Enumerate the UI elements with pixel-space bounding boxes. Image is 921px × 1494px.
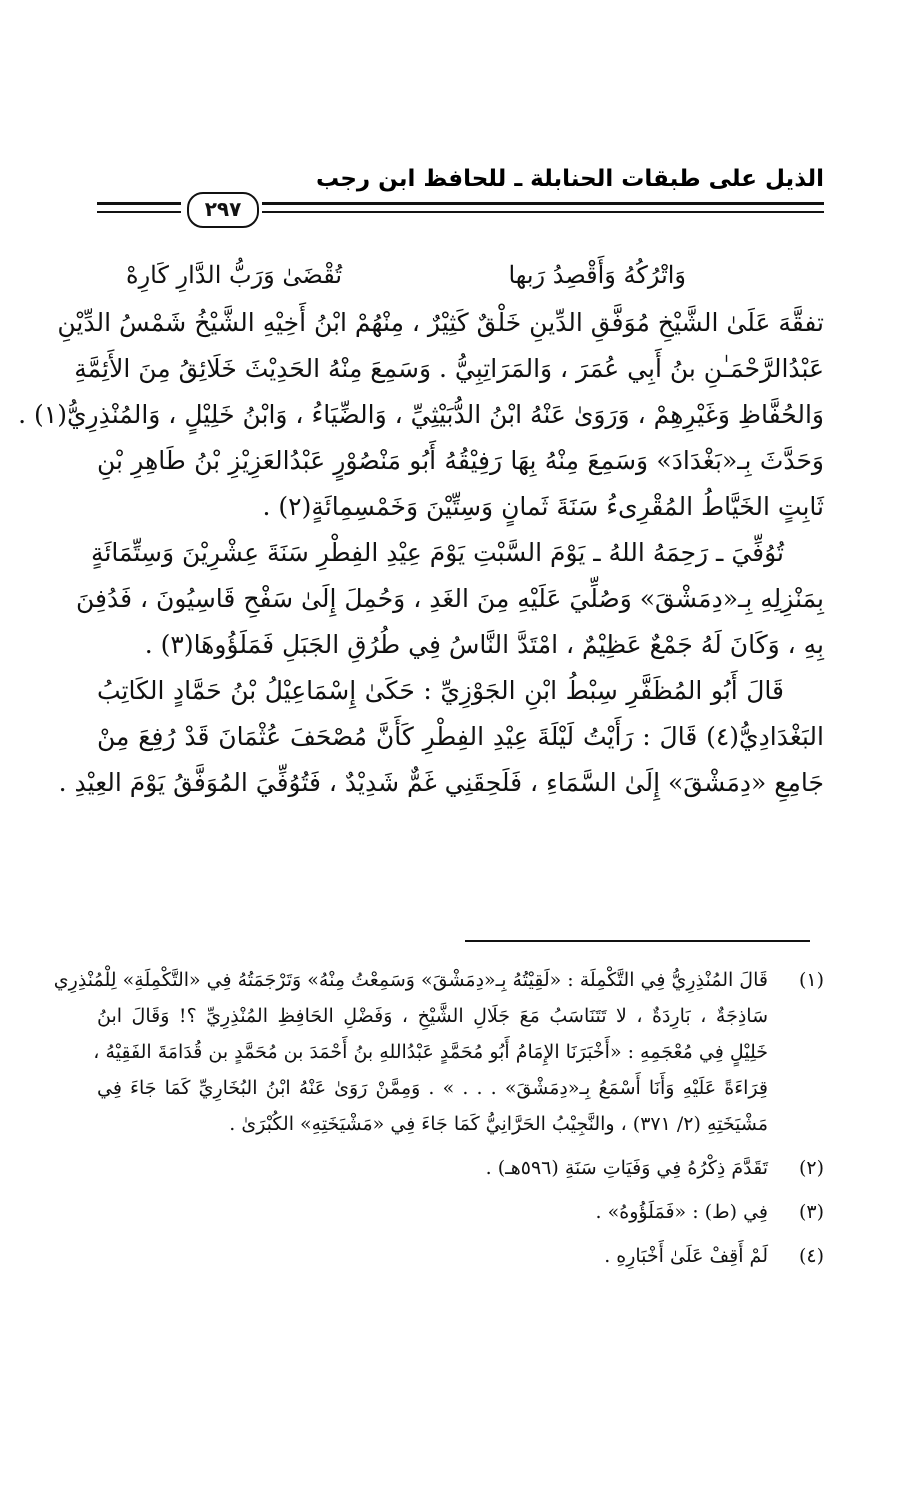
poetry-verse <box>126 252 686 298</box>
footnote-line: مَشْيَخَتِهِ (٢/ ٣٧١) ، والنَّجِيْبُ الحَرَّانِيُّ كَمَا جَاءَ فِي «مَشْيَخَتِهِ» الكُبْرَىٰ . <box>229 1113 768 1135</box>
text-line: وَحَدَّثَ بِـ«بَغْدَادَ» وَسَمِعَ مِنْهُ بِهَا رَفِيْقُهُ أَبُو مَنْصُوْرٍ عَبْدُالعَزِيْزِ بْنُ طَاهِرِ بْنِ <box>97 446 824 475</box>
text-line: وَالحُفَّاظِ وَغَيْرِهِمْ ، وَرَوَىٰ عَنْهُ ابْنُ الدُّبَيْثِيِّ ، وَالضِّيَاءُ ، وَابْنُ خَلِيْلٍ ، وَالمُنْذِرِيُّ(١) . <box>18 400 824 429</box>
footnote-number: (٢) <box>798 1157 824 1179</box>
footnote-line: قَالَ المُنْذِرِيُّ فِي التَّكْمِلَة : «لَقِيْتُهُ بِـ«دِمَشْقَ» وَسَمِعْتُ مِنْهُ» وَتَرْجَمَتُهُ فِي «التَّكْمِلَةِ» لِلْمُنْذِرِي <box>53 969 768 991</box>
header-rule-right-thin <box>262 211 824 213</box>
footnote-4 <box>97 1238 824 1274</box>
footnote-number: (٣) <box>798 1201 824 1223</box>
running-title: الذيل على طبقات الحنابلة ـ للحافظ ابن رجب <box>315 166 824 192</box>
footnote-line: فِي (ط) : «فَمَلَؤُوهُ» . <box>595 1201 768 1223</box>
text-line: ثَابِتٍ الخَيَّاطُ المُقْرِىءُ سَنَةَ ثَمانٍ وَسِتِّيْنَ وَخَمْسِمِائَةٍ(٢) . <box>262 492 824 521</box>
verse-second-hemistich: تُقْضَىٰ وَرَبُّ الدَّارِ كَارِهْ <box>126 261 343 289</box>
header-rule-left-thin <box>97 211 181 213</box>
footnote-line: سَاذِجَةٌ ، بَارِدَةٌ ، لا تَتَنَاسَبُ مَعَ جَلَالِ الشَّيْخِ ، وَفَضْلِ الحَافِظِ المُنْذِرِيِّ ؟! وَقَالَ ابنُ <box>97 1005 768 1027</box>
verse-first-hemistich: وَاتْرُكُهُ وَأَقْصِدُ رَبها <box>508 261 686 289</box>
footnote-line: تَقَدَّمَ ذِكْرُهُ فِي وَفَيَاتِ سَنَةِ (٥٩٦هـ) . <box>485 1157 768 1179</box>
footnote-1 <box>53 962 824 1142</box>
text-line: جَامِعِ «دِمَشْقَ» إِلَىٰ السَّمَاءِ ، فَلَحِقَنِي غَمٌّ شَدِيْدٌ ، فَتُوُفِّيَ المُوَفَّقُ يَوْمَ العِيْدِ . <box>58 768 824 797</box>
footnote-separator <box>465 940 810 942</box>
footnote-number: (٤) <box>798 1245 824 1267</box>
footnote-line: قِرَاءَةً عَلَيْهِ وَأَنَا أَسْمَعُ بِـ«دِمَشْقَ» . . . » . وَمِمَّنْ رَوَىٰ عَنْهُ ابْنُ البُخَارِيِّ كَمَا جَاءَ فِي <box>97 1077 768 1099</box>
text-line: عَبْدُالرَّحْمَـٰنِ بنُ أَبِي عُمَرَ ، وَالمَرَاتِبِيُّ . وَسَمِعَ مِنْهُ الحَدِيْثَ خَلَائِقُ مِنَ الأَئِمَّةِ <box>74 354 824 383</box>
text-line: تفقَّهَ عَلَىٰ الشَّيْخِ مُوَفَّقِ الدِّينِ خَلْقٌ كَثِيْرٌ ، مِنْهُمْ ابْنُ أَخِيْهِ الشَّيْخُ شَمْسُ الدِّيْنِ <box>57 308 824 337</box>
header-rule-left <box>97 202 181 205</box>
footnote-3 <box>97 1194 824 1230</box>
header-rule-right <box>262 202 824 205</box>
main-text <box>18 300 824 806</box>
text-line: بِهِ ، وَكَانَ لَهُ جَمْعٌ عَظِيْمٌ ، امْتَدَّ النَّاسُ فِي طُرُقِ الجَبَلِ فَمَلَؤُوهَا(٣) . <box>144 630 824 659</box>
footnote-line: خَلِيْلٍ فِي مُعْجَمِهِ : «أَخْبَرَنَا الإِمَامُ أَبُو مُحَمَّدٍ عَبْدُاللهِ بنُ أَحْمَدَ بن مُحَمَّدٍ بن قُدَامَةَ الفَقِيْهُ ، <box>93 1041 768 1063</box>
text-line: تُوُفِّيَ ـ رَحِمَهُ اللهُ ـ يَوْمَ السَّبْتِ يَوْمَ عِيْدِ الفِطْرِ سَنَةَ عِشْرِيْنَ وَسِتِّمَائَةٍ <box>91 538 784 567</box>
footnotes <box>53 962 824 1274</box>
text-line: البَغْدَادِيُّ(٤) قَالَ : رَأَيْتُ لَيْلَةَ عِيْدِ الفِطْرِ كَأَنَّ مُصْحَفَ عُثْمَانَ قَدْ رُفِعَ مِنْ <box>97 722 824 751</box>
text-line: بِمَنْزِلِهِ بِـ«دِمَشْقَ» وَصُلِّيَ عَلَيْهِ مِنَ الغَدِ ، وَحُمِلَ إِلَىٰ سَفْحِ قَاسِيُونَ ، فَدُفِنَ <box>76 584 824 613</box>
footnote-number: (١) <box>798 969 824 991</box>
footnote-line: لَمْ أَقِفْ عَلَىٰ أَخْبَارِهِ . <box>604 1245 768 1267</box>
footnote-2 <box>97 1150 824 1186</box>
text-line: قَالَ أَبُو المُظَفَّرِ سِبْطُ ابْنِ الجَوْزِيِّ : حَكَىٰ إِسْمَاعِيْلُ بْنُ حَمَّادٍ الكَاتِبُ <box>97 676 784 705</box>
page-number: ٢٩٧ <box>187 192 259 228</box>
